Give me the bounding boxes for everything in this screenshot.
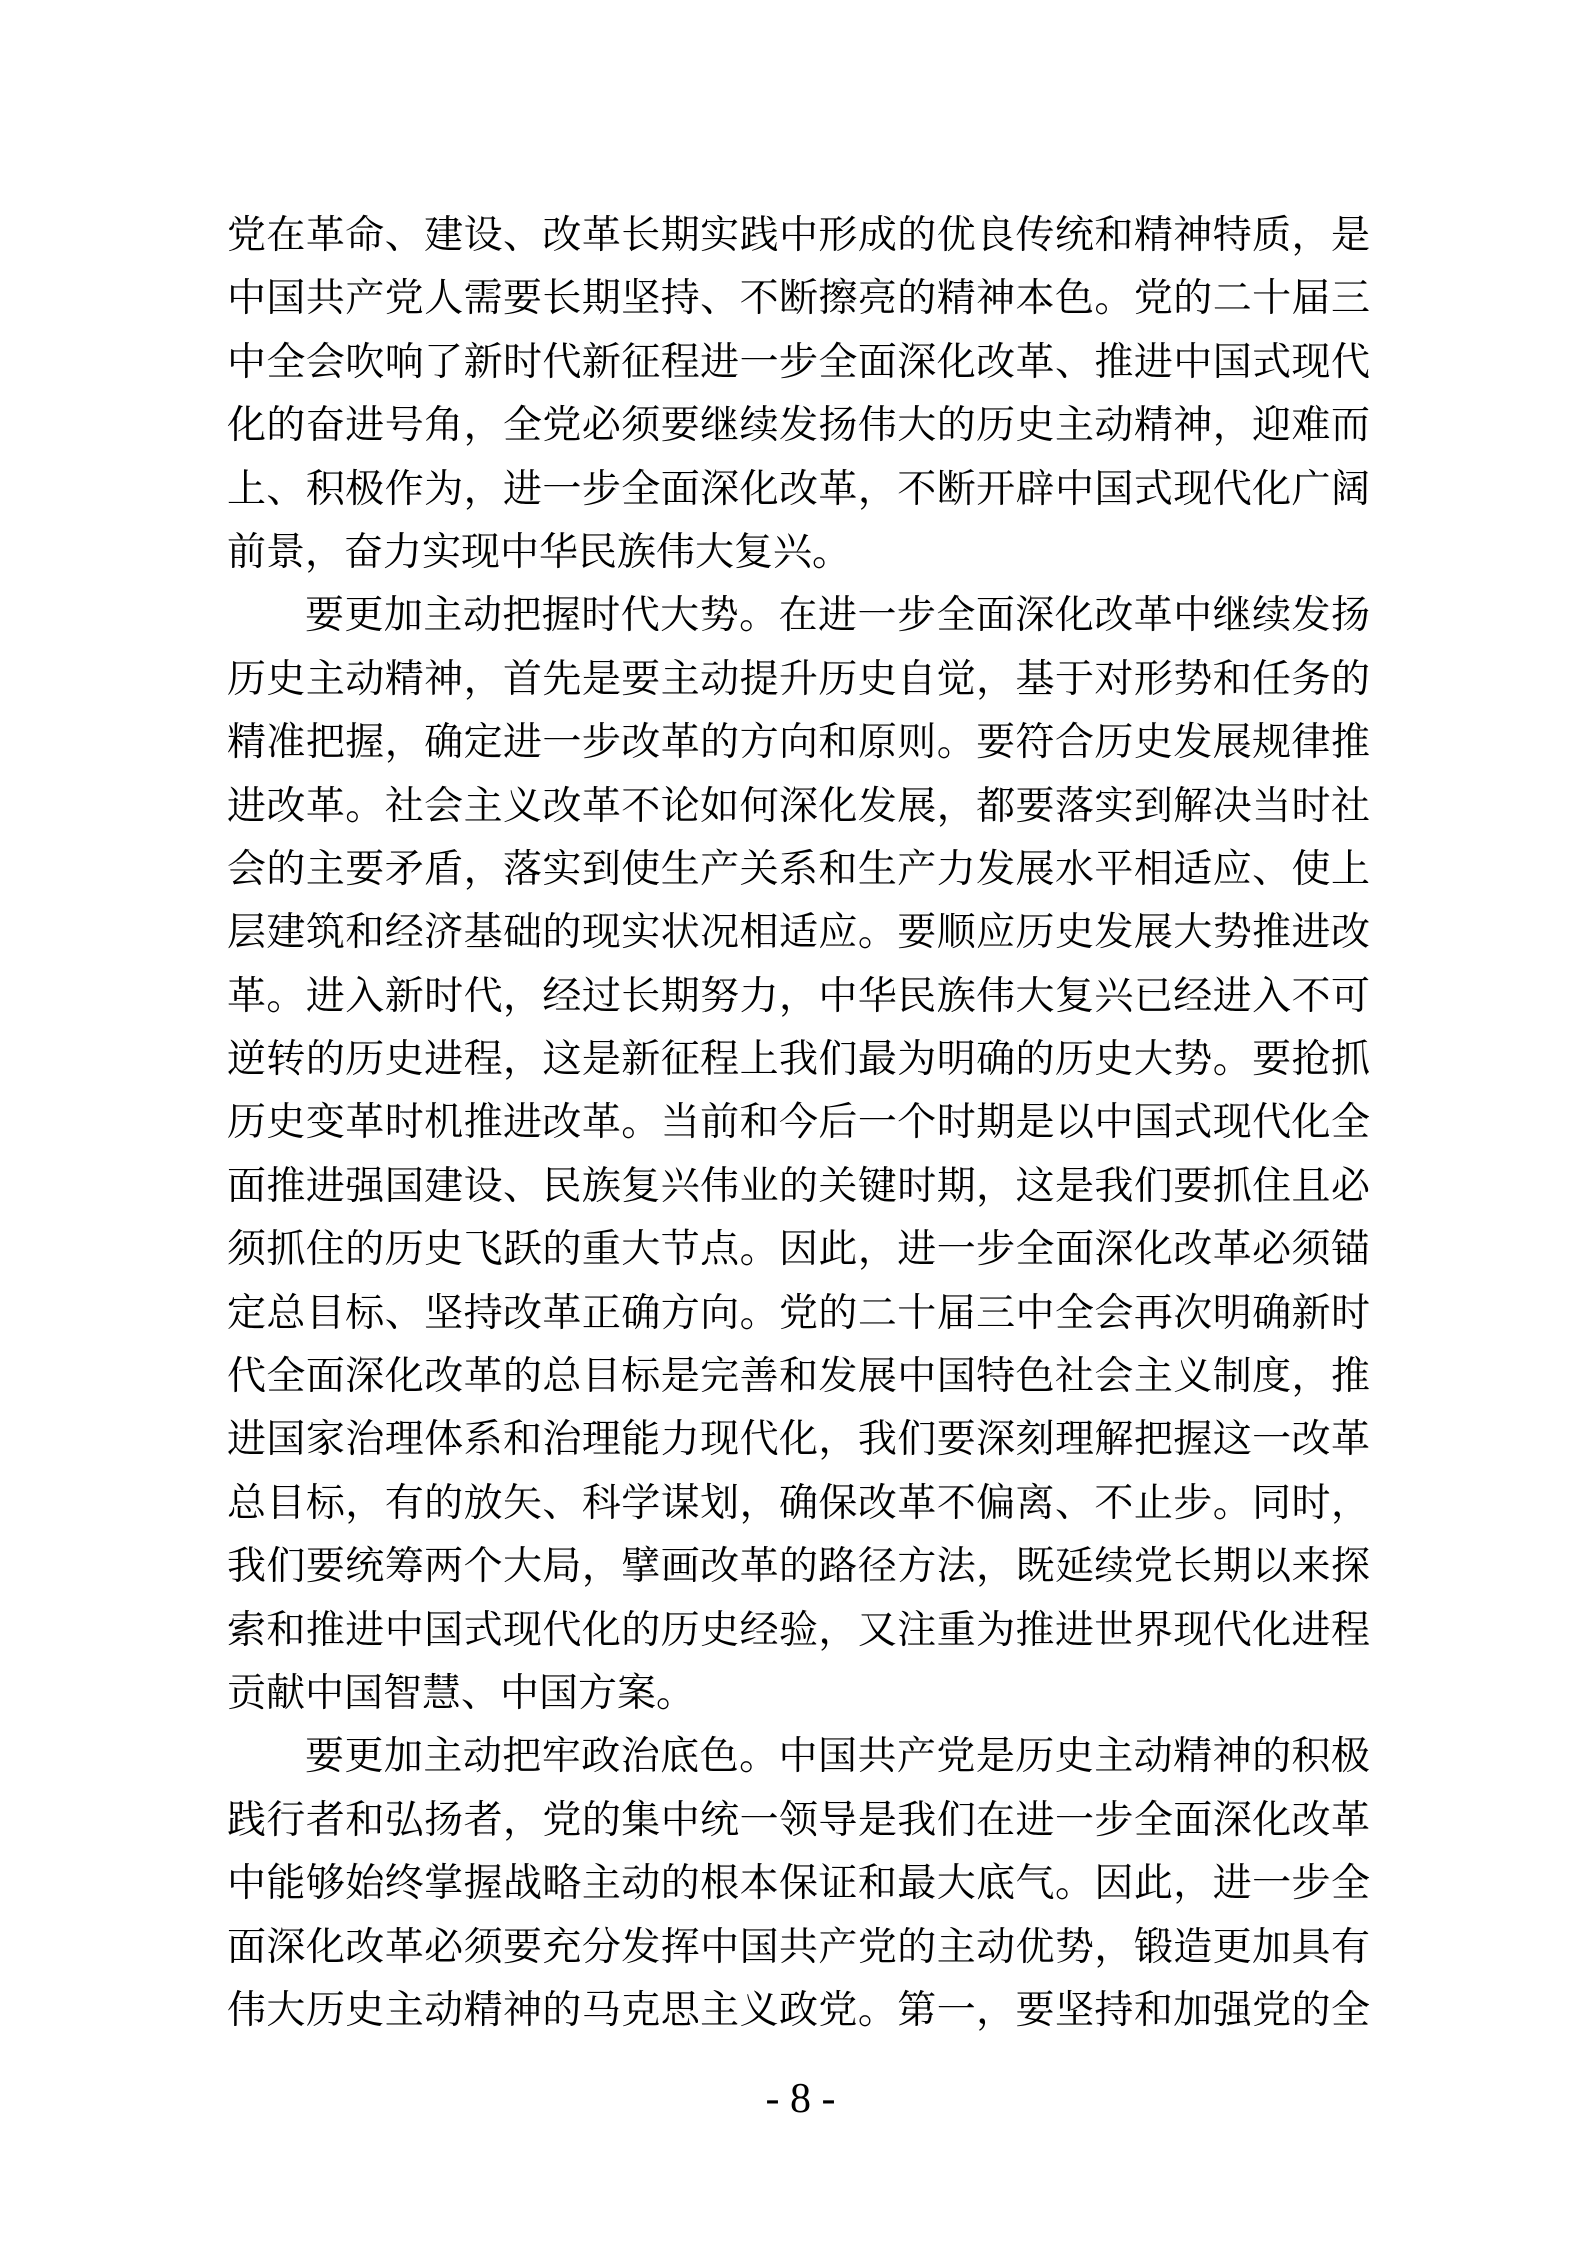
text-line-16: 面推进强国建设、民族复兴伟业的关键时期，这是我们要抓住且必 — [227, 1164, 1370, 1208]
text-line-12: 层建筑和经济基础的现实状况相适应。要顺应历史发展大势推进改 — [227, 911, 1370, 955]
text-line-18: 定总目标、坚持改革正确方向。党的二十届三中全会再次明确新时 — [227, 1291, 1370, 1335]
text-line-09: 精准把握，确定进一步改革的方向和原则。要符合历史发展规律推 — [227, 721, 1370, 765]
text-line-29: 伟大历史主动精神的马克思主义政党。第一，要坚持和加强党的全 — [227, 1988, 1370, 2032]
text-line-04: 化的奋进号角，全党必须要继续发扬伟大的历史主动精神，迎难而 — [227, 404, 1370, 448]
text-line-25: 要更加主动把牢政治底色。中国共产党是历史主动精神的积极 — [305, 1735, 1370, 1779]
text-line-26: 践行者和弘扬者，党的集中统一领导是我们在进一步全面深化改革 — [227, 1798, 1370, 1842]
text-line-10: 进改革。社会主义改革不论如何深化发展，都要落实到解决当时社 — [227, 784, 1370, 828]
text-line-15: 历史变革时机推进改革。当前和今后一个时期是以中国式现代化全 — [227, 1101, 1370, 1145]
document-body — [227, 204, 1370, 2042]
text-line-02: 中国共产党人需要长期坚持、不断擦亮的精神本色。党的二十届三 — [227, 277, 1370, 321]
text-line-19: 代全面深化改革的总目标是完善和发展中国特色社会主义制度，推 — [227, 1355, 1370, 1399]
text-line-28: 面深化改革必须要充分发挥中国共产党的主动优势，锻造更加具有 — [227, 1925, 1370, 1969]
text-line-01: 党在革命、建设、改革长期实践中形成的优良传统和精神特质，是 — [227, 214, 1370, 257]
text-line-21: 总目标，有的放矢、科学谋划，确保改革不偏离、不止步。同时， — [227, 1481, 1370, 1525]
text-line-11: 会的主要矛盾，落实到使生产关系和生产力发展水平相适应、使上 — [227, 847, 1370, 891]
text-line-22: 我们要统筹两个大局，擘画改革的路径方法，既延续党长期以来探 — [227, 1545, 1370, 1589]
text-line-08: 历史主动精神，首先是要主动提升历史自觉，基于对形势和任务的 — [227, 657, 1370, 701]
text-line-14: 逆转的历史进程，这是新征程上我们最为明确的历史大势。要抢抓 — [227, 1038, 1370, 1082]
text-line-23: 索和推进中国式现代化的历史经验，又注重为推进世界现代化进程 — [227, 1608, 1370, 1652]
text-line-24: 贡献中国智慧、中国方案。 — [227, 1671, 696, 1715]
page-number: - 8 - — [765, 2076, 836, 2122]
text-line-20: 进国家治理体系和治理能力现代化，我们要深刻理解把握这一改革 — [227, 1418, 1370, 1462]
text-line-05: 上、积极作为，进一步全面深化改革，不断开辟中国式现代化广阔 — [227, 467, 1370, 511]
text-line-03: 中全会吹响了新时代新征程进一步全面深化改革、推进中国式现代 — [227, 340, 1370, 384]
text-line-06: 前景，奋力实现中华民族伟大复兴。 — [227, 530, 852, 574]
text-line-17: 须抓住的历史飞跃的重大节点。因此，进一步全面深化改革必须锚 — [227, 1228, 1370, 1272]
text-line-13: 革。进入新时代，经过长期努力，中华民族伟大复兴已经进入不可 — [227, 974, 1370, 1018]
text-line-07: 要更加主动把握时代大势。在进一步全面深化改革中继续发扬 — [305, 594, 1370, 638]
text-line-27: 中能够始终掌握战略主动的根本保证和最大底气。因此，进一步全 — [227, 1862, 1370, 1906]
